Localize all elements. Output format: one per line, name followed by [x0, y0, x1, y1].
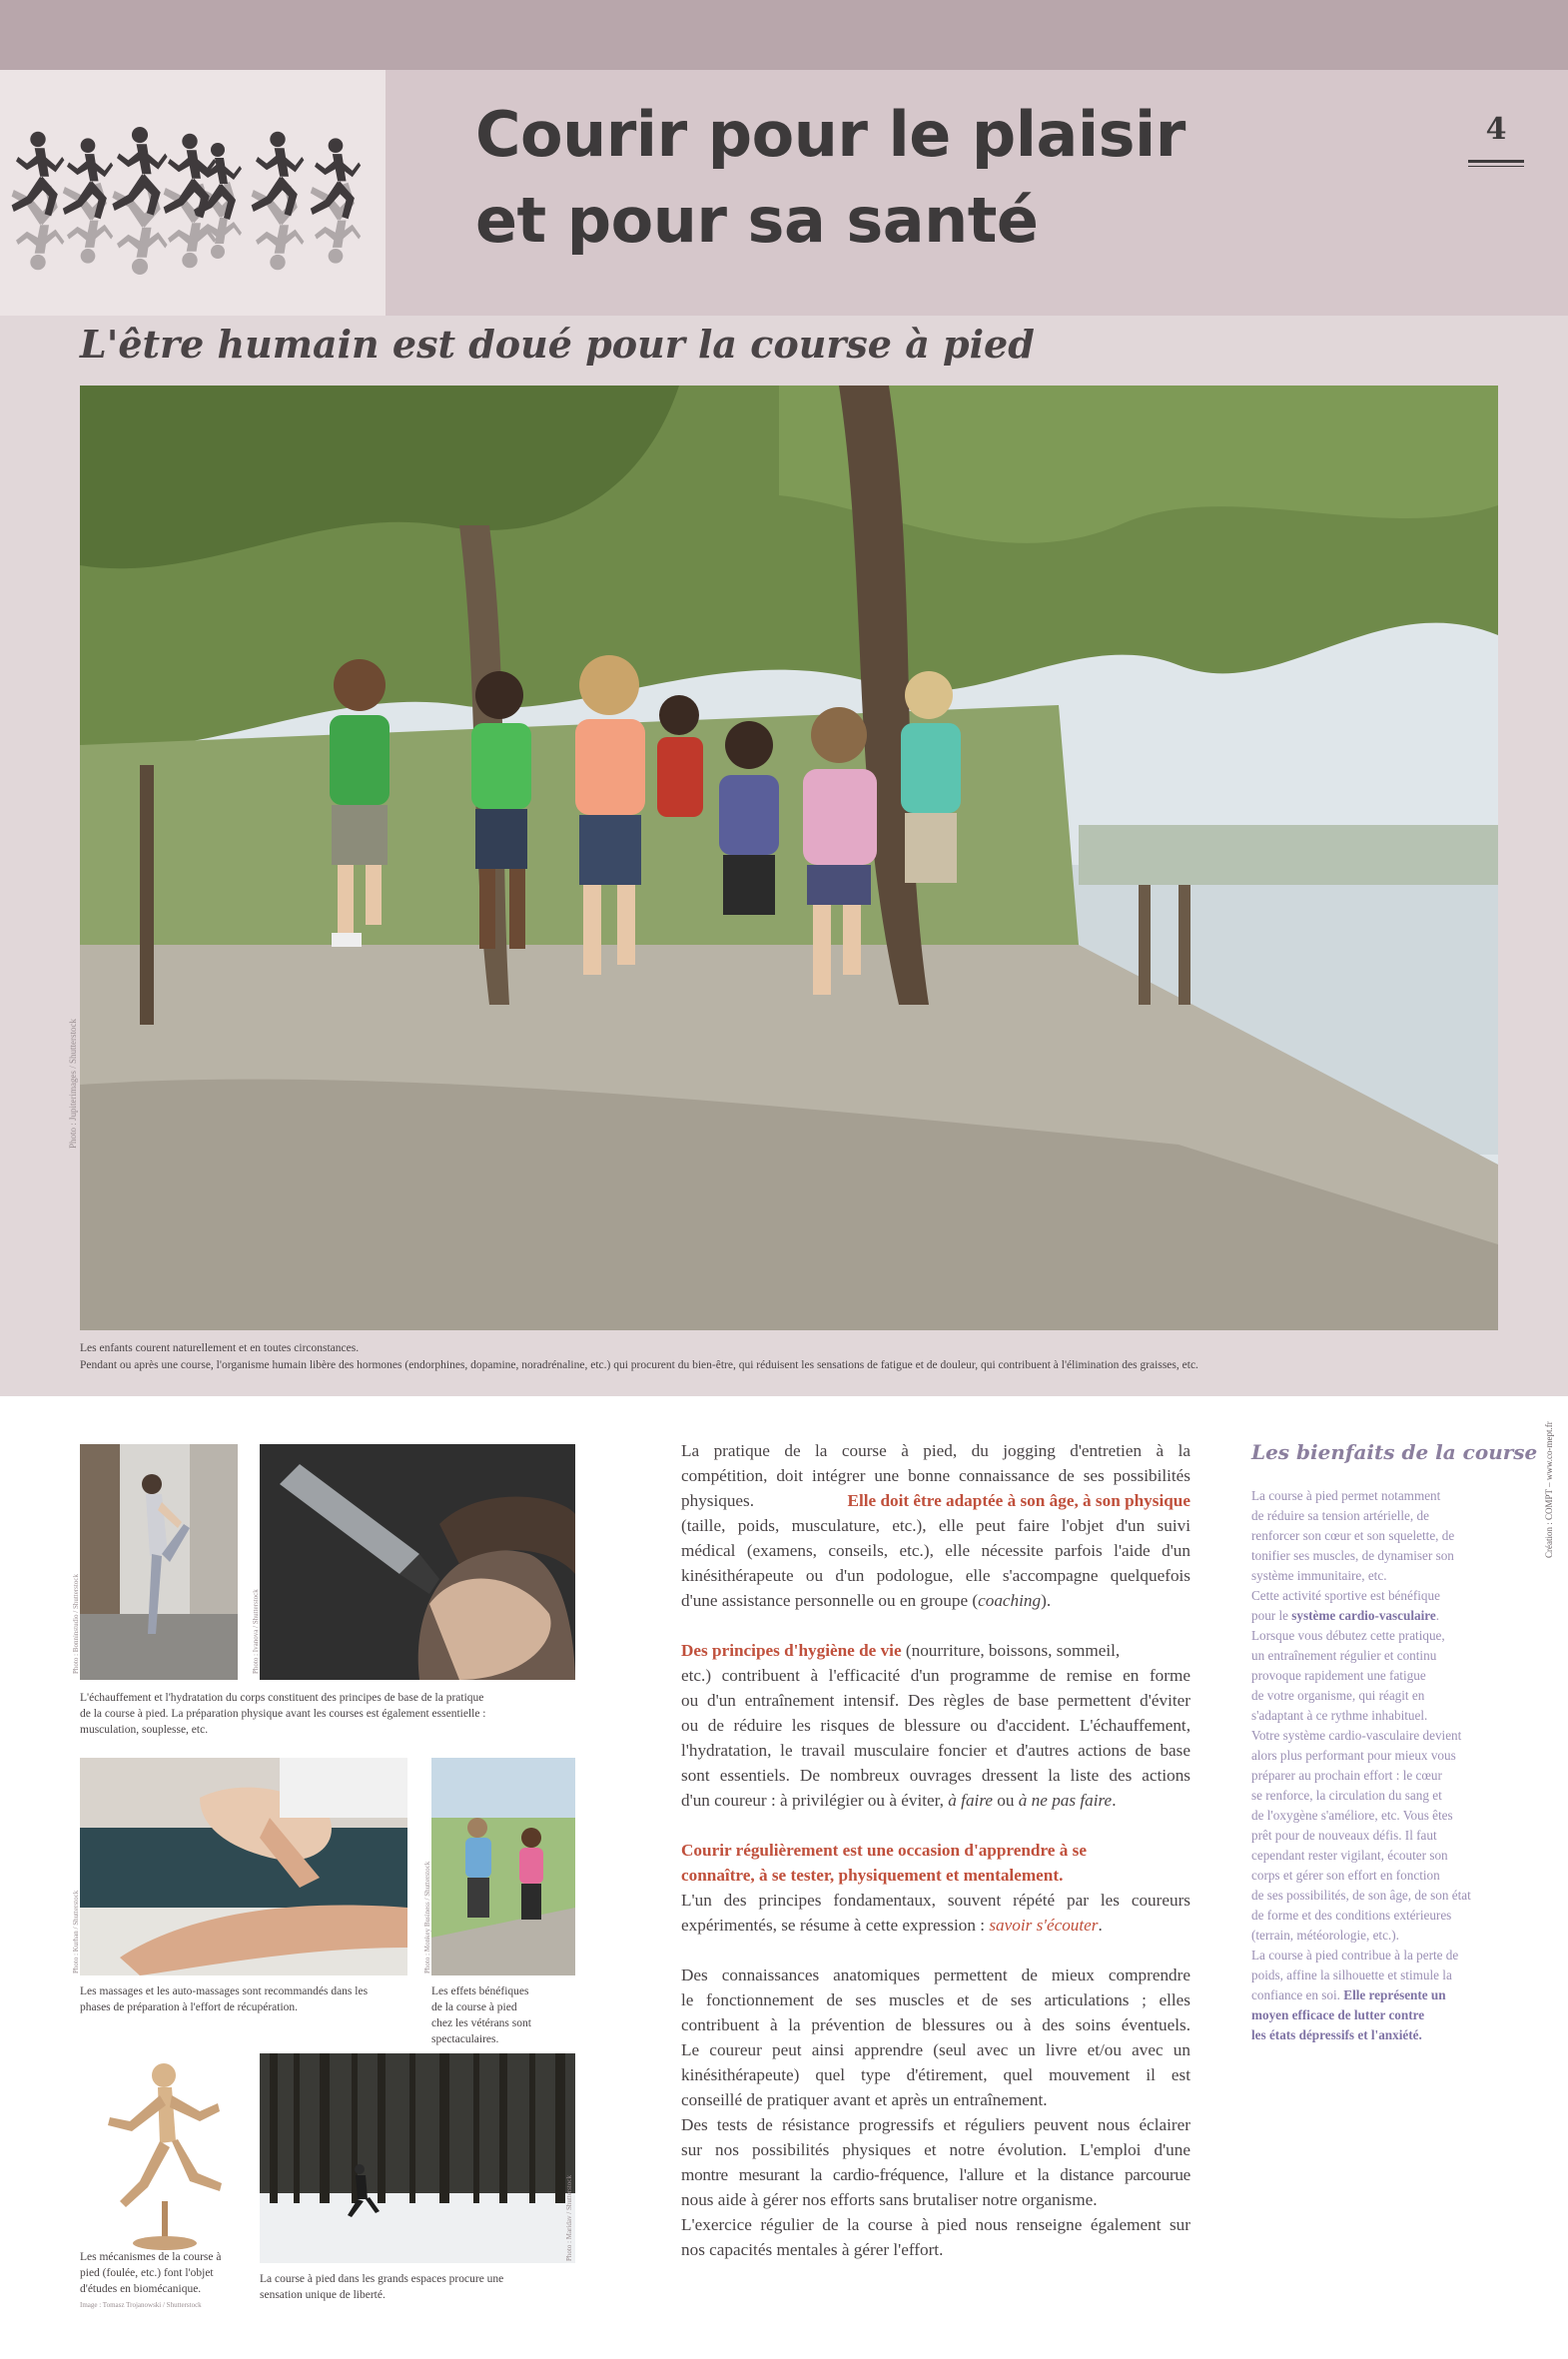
sidebar-text [1251, 1486, 1495, 2045]
photo-drinking [260, 1444, 575, 1680]
sidebar-line: préparer au prochain effort : le cœur [1251, 1768, 1442, 1783]
sidebar-line: corps et gérer son effort en fonction [1251, 1868, 1440, 1883]
p4-line-4: Le coureur peut ainsi apprendre (seul avec un livre et/ou avec un [681, 2040, 1190, 2059]
p3-line-2: connaître, à se tester, physiquement et mentalement. [681, 1866, 1064, 1885]
paragraph-practice [681, 1438, 1190, 1613]
photo-forest-credit: Photo : Maridav / Shutterstock [565, 2175, 573, 2261]
design-credit: Création : COMPT – www.co-mept.fr [1544, 1421, 1554, 1558]
sidebar-line: se renforce, la circulation du sang et [1251, 1788, 1442, 1803]
caption-massage-line-1: Les massages et les auto-massages sont recommandés dans les [80, 1985, 369, 1997]
sidebar-line-cardio: pour le système cardio-vasculaire. [1251, 1608, 1440, 1623]
photo-stretching-credit: Photo : Bonninstudio / Shutterstock [72, 1574, 80, 1674]
sidebar-bold-line: moyen efficace de lutter contre [1251, 2007, 1425, 2022]
p4-line-9: montre mesurant la cardio-fréquence, l'allure et la distance parcourue [681, 2165, 1190, 2184]
caption-massage [80, 1983, 368, 2015]
page-title [475, 92, 1185, 264]
caption-warmup-line-2: de la course à pied. La préparation physique avant les courses est également essentielle : [80, 1708, 486, 1720]
caption-veterans-line-3: chez les vétérans sont [431, 2017, 531, 2029]
hero-photo-credit: Photo : Jupiterimages / Shutterstock [68, 1019, 78, 1149]
p4-line-6: conseillé de pratiquer avant et après un entraînement. [681, 2090, 1048, 2109]
p1-line-4: (taille, poids, musculature, etc.), elle peut faire l'objet d'un suivi [681, 1516, 1190, 1535]
sidebar-line: de votre organisme, qui réagit en [1251, 1688, 1425, 1703]
top-color-band [0, 0, 1568, 70]
sidebar-line: Cette activité sportive est bénéfique [1251, 1588, 1440, 1603]
title-line-1: Courir pour le plaisir [475, 98, 1185, 171]
photo-massage [80, 1758, 407, 1975]
sidebar-line: un entraînement régulier et continu [1251, 1648, 1437, 1663]
sidebar-line: Votre système cardio-vasculaire devient [1251, 1728, 1462, 1743]
photo-wooden-mannequin [80, 2051, 242, 2257]
hero-photo-children-running [80, 386, 1498, 1330]
p4-line-3: contribuent à la prévention de blessures ou à des soins éventuels. [681, 2015, 1190, 2034]
sidebar-benefits [1251, 1440, 1538, 2045]
sidebar-line: de réduire sa tension artérielle, de [1251, 1508, 1429, 1523]
photo-mannequin-credit: Image : Tomasz Trojanowski / Shutterstock [80, 2301, 202, 2309]
p1-line-1: La pratique de la course à pied, du jogging d'entretien à la [681, 1441, 1190, 1460]
caption-massage-line-2: phases de préparation à l'effort de récupération. [80, 2001, 299, 2013]
sidebar-line: poids, affine la silhouette et stimule la [1251, 1967, 1452, 1982]
photo-forest-snow-running [260, 2053, 575, 2263]
sidebar-bold-line: les états dépressifs et l'anxiété. [1251, 2027, 1422, 2042]
caption-veterans-line-2: de la course à pied [431, 2001, 517, 2013]
sidebar-line: prêt pour de nouveaux défis. Il faut [1251, 1828, 1437, 1843]
page-number-rule [1468, 160, 1524, 163]
p4-line-12: nos capacités mentales à gérer l'effort. [681, 2240, 944, 2259]
caption-open-spaces [260, 2271, 503, 2303]
title-line-2: et pour sa santé [475, 184, 1039, 257]
runners-logo [0, 70, 386, 316]
caption-open-spaces-line-2: sensation unique de liberté. [260, 2289, 386, 2301]
caption-warmup [80, 1690, 486, 1738]
sidebar-line: système immunitaire, etc. [1251, 1568, 1387, 1583]
p3-line-3: L'un des principes fondamentaux, souvent répété par les coureurs [681, 1891, 1190, 1910]
caption-veterans-line-4: spectaculaires. [431, 2033, 499, 2045]
sidebar-line: La course à pied contribue à la perte de [1251, 1948, 1459, 1963]
p1-line-7: d'une assistance personnelle ou en groupe (coaching). [681, 1591, 1052, 1610]
sidebar-line: renforcer son cœur et son squelette, de [1251, 1528, 1455, 1543]
sidebar-line: de forme et des conditions extérieures [1251, 1908, 1452, 1923]
main-text-column [681, 1438, 1190, 2287]
sidebar-title: Les bienfaits de la course [1251, 1440, 1538, 1464]
p2-line-2: etc.) contribuent à l'efficacité d'un programme de remise en forme [681, 1666, 1190, 1685]
photo-veterans-credit: Photo : Monkey Business / Shutterstock [423, 1861, 431, 1973]
p1-line-5: médical (examens, conseils, etc.), elle nécessite parfois l'aide d'un [681, 1541, 1190, 1560]
p4-line-11: L'exercice régulier de la course à pied nous renseigne également sur [681, 2215, 1190, 2234]
hero-caption [80, 1340, 1498, 1374]
p2-line-7: d'un coureur : à privilégier ou à éviter, à faire ou à ne pas faire. [681, 1791, 1117, 1810]
caption-biomechanics-line-1: Les mécanismes de la course à [80, 2251, 222, 2263]
p2-line-4: ou de réduire les risques de blessure ou d'accident. L'échauffement, [681, 1716, 1190, 1735]
sidebar-line-confidence: confiance en soi. Elle représente un [1251, 1987, 1446, 2002]
p4-line-5: kinésithérapeute) quel type d'étirement, quel mouvement il est [681, 2065, 1190, 2084]
paragraph-listen [681, 1838, 1190, 1938]
caption-biomechanics-line-2: pied (foulée, etc.) font l'objet [80, 2267, 214, 2279]
sidebar-line: (terrain, météorologie, etc.). [1251, 1928, 1399, 1943]
page-number: 4 [1485, 112, 1507, 147]
p4-line-2: le fonctionnement de ses muscles et de ses articulations ; elles [681, 1990, 1190, 2009]
hero-caption-line-1: Les enfants courent naturellement et en toutes circonstances. [80, 1342, 360, 1354]
sidebar-line: s'adaptant à ce rythme inhabituel. [1251, 1708, 1428, 1723]
caption-veterans [431, 1983, 531, 2047]
caption-biomechanics-line-3: d'études en biomécanique. [80, 2283, 202, 2295]
caption-warmup-line-1: L'échauffement et l'hydratation du corps constituent des principes de base de la pratique [80, 1692, 484, 1704]
p2-line-3: ou d'un entraînement intensif. Des règles de base permettent d'éviter [681, 1691, 1190, 1710]
section-subtitle: L'être humain est doué pour la course à pied [80, 322, 1035, 367]
photo-massage-credit: Photo : Kurhan / Shutterstock [72, 1890, 80, 1973]
photo-stretching [80, 1444, 238, 1680]
p4-line-7: Des tests de résistance progressifs et réguliers peuvent nous éclairer [681, 2115, 1190, 2134]
caption-open-spaces-line-1: La course à pied dans les grands espaces procure une [260, 2273, 504, 2285]
caption-biomechanics [80, 2249, 221, 2297]
p4-line-10: nous aide à gérer nos efforts sans brutaliser notre organisme. [681, 2190, 1098, 2209]
sidebar-line: La course à pied permet notamment [1251, 1488, 1441, 1503]
caption-veterans-line-1: Les effets bénéfiques [431, 1985, 529, 1997]
p4-line-8: sur nos possibilités physiques et notre évolution. L'emploi d'une [681, 2140, 1190, 2159]
sidebar-line: alors plus performant pour mieux vous [1251, 1748, 1456, 1763]
p1-line-6: kinésithérapeute ou d'un podologue, elle s'accompagne quelquefois [681, 1566, 1190, 1585]
paragraph-anatomy [681, 1963, 1190, 2262]
sidebar-line: de l'oxygène s'améliore, etc. Vous êtes [1251, 1808, 1453, 1823]
p2-line-5: l'hydratation, le travail musculaire foncier et d'autres actions de base [681, 1741, 1190, 1760]
paragraph-hygiene [681, 1638, 1190, 1813]
p3-line-4: expérimentés, se résume à cette expression : savoir s'écouter. [681, 1916, 1103, 1935]
sidebar-line: Lorsque vous débutez cette pratique, [1251, 1628, 1445, 1643]
photo-drinking-credit: Photo : Ivanova / Shutterstock [252, 1589, 260, 1674]
p2-line-6: sont essentiels. De nombreux ouvrages dressent la liste des actions [681, 1766, 1190, 1785]
page-number-rule-thin [1468, 166, 1524, 167]
p4-line-1: Des connaissances anatomiques permettent de mieux comprendre [681, 1966, 1190, 1984]
p1-line-3: physiques. Elle doit être adaptée à son âge, à son physique [681, 1491, 1190, 1510]
caption-warmup-line-3: musculation, souplesse, etc. [80, 1724, 209, 1736]
p2-line-1: Des principes d'hygiène de vie (nourriture, boissons, sommeil, [681, 1641, 1121, 1660]
sidebar-line: de ses possibilités, de son âge, de son état [1251, 1888, 1471, 1903]
photo-veterans-running [431, 1758, 575, 1975]
sidebar-line: provoque rapidement une fatigue [1251, 1668, 1426, 1683]
hero-caption-line-2: Pendant ou après une course, l'organisme humain libère des hormones (endorphines, dopamine, noradrénaline, etc.) qui procurent du bien-être, qui réduisent les sensations de fatigue et de douleur, qui contribuent à l'élimination des graisses, etc. [80, 1359, 1198, 1371]
p1-line-2: compétition, doit intégrer une bonne connaissance de ses possibilités [681, 1466, 1190, 1485]
p3-line-1: Courir régulièrement est une occasion d'apprendre à se [681, 1841, 1087, 1860]
sidebar-line: tonifier ses muscles, de dynamiser son [1251, 1548, 1454, 1563]
sidebar-line: cependant rester vigilant, écouter son [1251, 1848, 1448, 1863]
